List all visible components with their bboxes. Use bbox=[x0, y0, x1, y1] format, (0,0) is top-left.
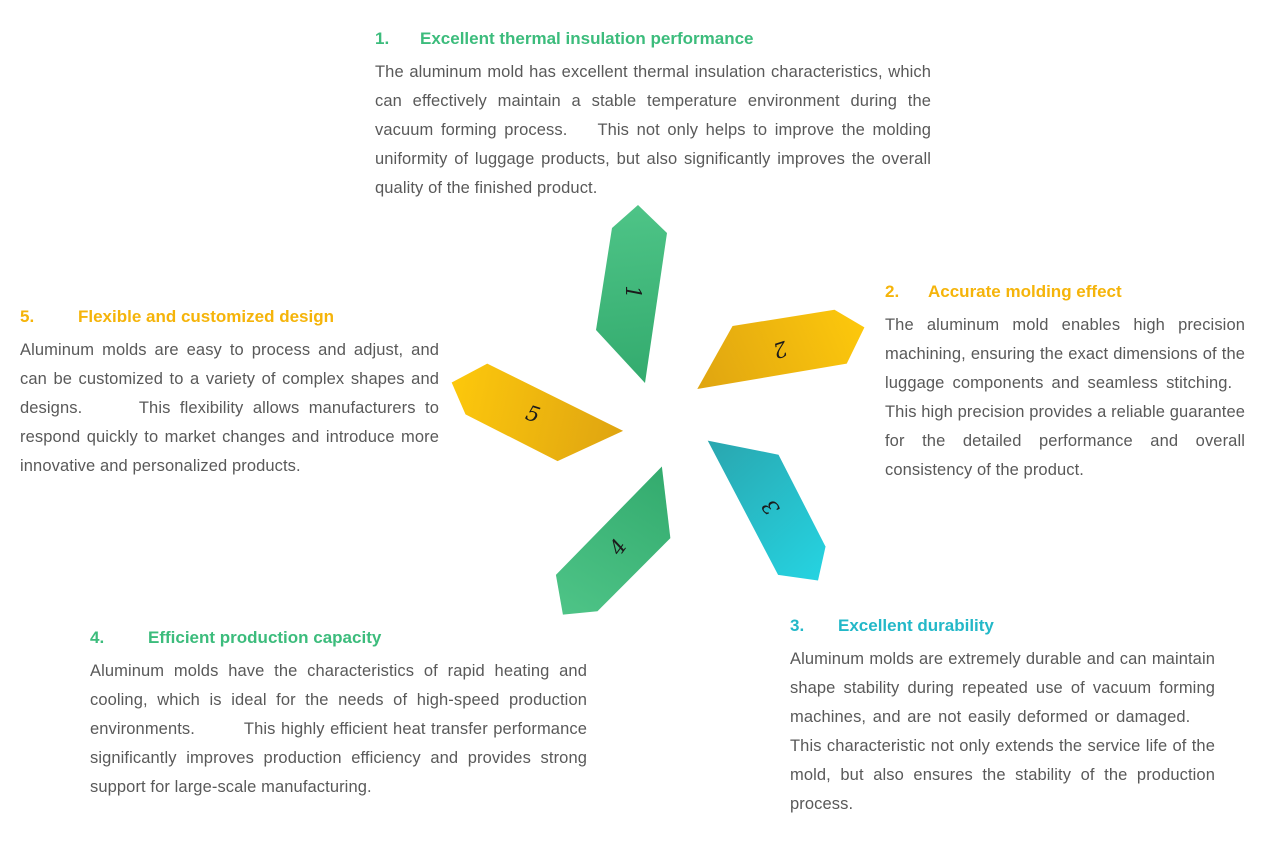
petal-number: 2 bbox=[770, 336, 791, 363]
petal-number: 1 bbox=[621, 285, 645, 299]
section-heading bbox=[20, 306, 439, 328]
petal-number: 5 bbox=[522, 400, 543, 428]
section-number: 3. bbox=[790, 616, 805, 635]
section-thermal-insulation bbox=[375, 28, 931, 203]
petal-4 bbox=[539, 454, 701, 640]
section-heading bbox=[885, 281, 1245, 303]
petal-1 bbox=[596, 205, 667, 383]
section-number: 5. bbox=[20, 307, 35, 326]
section-title: Excellent thermal insulation performance bbox=[420, 29, 754, 48]
section-title: Excellent durability bbox=[838, 616, 994, 635]
section-number: 2. bbox=[885, 282, 900, 301]
section-title: Accurate molding effect bbox=[928, 282, 1122, 301]
section-body: The aluminum mold enables high precision machining, ensuring the exact dimensions of the luggage components and seamless stitching. This high precision provides a reliable guarantee for the detailed performance and overall consistency of the product. bbox=[885, 316, 1245, 479]
petal-number: 3 bbox=[757, 494, 785, 520]
section-title: Flexible and customized design bbox=[78, 307, 334, 326]
section-heading bbox=[375, 28, 931, 50]
section-body: Aluminum molds are easy to process and adjust, and can be customized to a variety of complex shapes and designs. This flexibility allows manufacturers to respond quickly to market changes and introduce more innovative and personalized products. bbox=[20, 341, 439, 475]
section-durability bbox=[790, 615, 1215, 819]
petal-5 bbox=[439, 355, 630, 478]
section-number: 4. bbox=[90, 628, 105, 647]
section-body: Aluminum molds have the characteristics of rapid heating and cooling, which is ideal for the needs of high-speed production environments. This highly efficient heat transfer performance significantly improves production efficiency and provides strong support for large-scale manufacturing. bbox=[90, 662, 587, 796]
section-flexible-design bbox=[20, 306, 439, 481]
section-body: The aluminum mold has excellent thermal insulation characteristics, which can effectively maintain a stable temperature environment during the vacuum forming process. This not only helps to improve the molding uniformity of luggage products, but also significantly improves the overall quality of the finished product. bbox=[375, 63, 931, 197]
section-heading bbox=[90, 627, 587, 649]
petal-2 bbox=[682, 287, 873, 410]
section-accurate-molding bbox=[885, 281, 1245, 485]
section-body: Aluminum molds are extremely durable and can maintain shape stability during repeated use of vacuum forming machines, and are not easily deformed or damaged. This characteristic not only extends the service life of the mold, but also ensures the stability of the production process. bbox=[790, 650, 1215, 813]
section-title: Efficient production capacity bbox=[148, 628, 382, 647]
petal-3 bbox=[690, 412, 852, 598]
petal-number: 4 bbox=[604, 534, 632, 560]
section-production-capacity bbox=[90, 627, 587, 802]
section-heading bbox=[790, 615, 1215, 637]
section-number: 1. bbox=[375, 29, 390, 48]
